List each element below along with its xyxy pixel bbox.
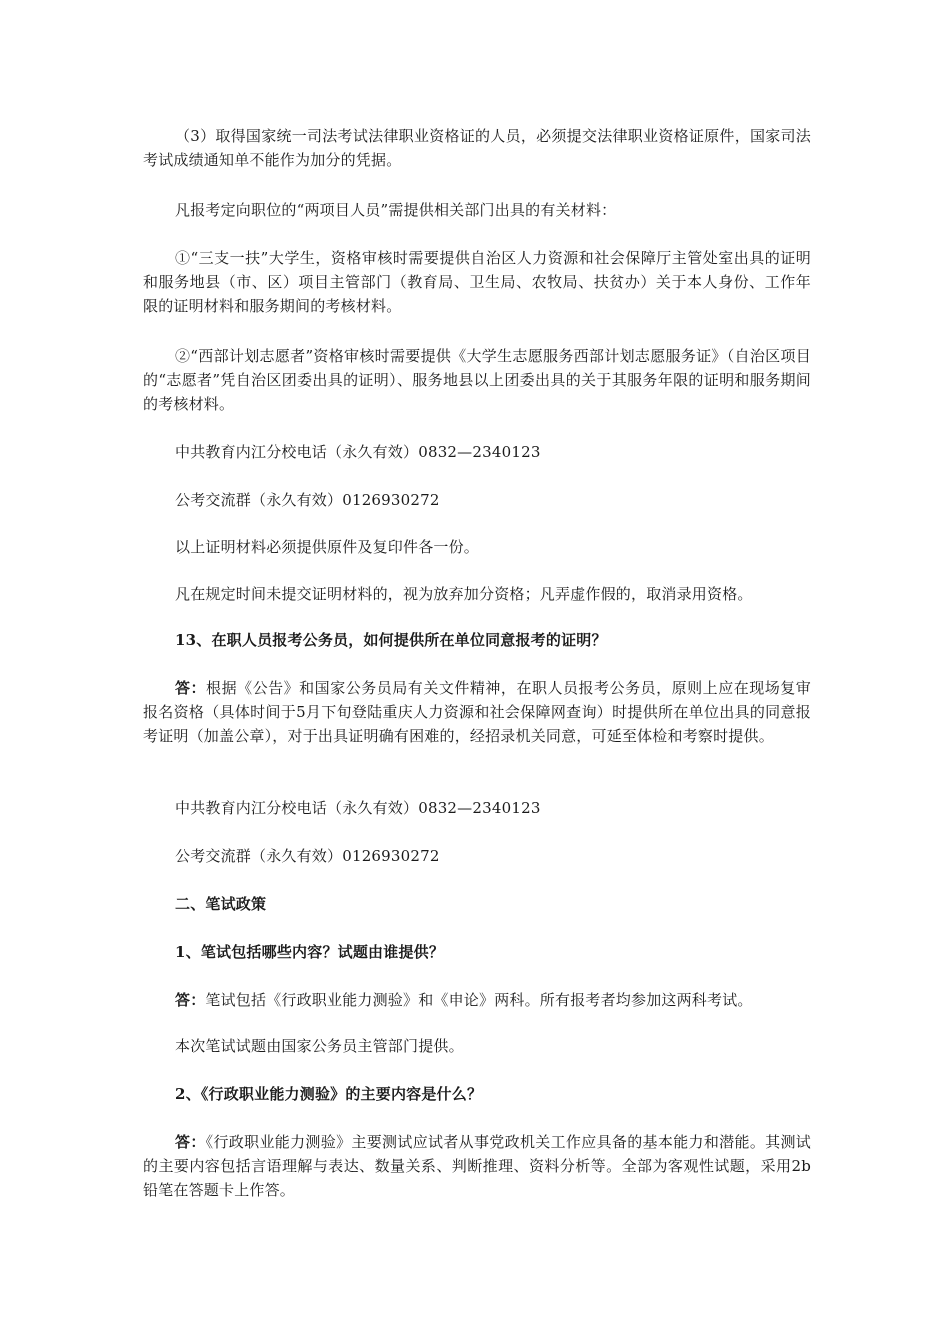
paragraph-legal-certificate: （3）取得国家统一司法考试法律职业资格证的人员，必须提交法律职业资格证原件，国家司法考试成绩通知单不能作为加分的凭据。	[143, 127, 811, 169]
contact-phone-1: 中共教育内江分校电话（永久有效）0832—2340123	[175, 443, 541, 461]
paragraph-sanzhi-yifu: ①“三支一扶”大学生，资格审核时需要提供自治区人力资源和社会保障厅主管处室出具的证明和服务地县（市、区）项目主管部门（教育局、卫生局、农牧局、扶贫办）关于本人身份、工作年限的证明材料和服务期间的考核材料。	[143, 249, 811, 315]
paragraph-western-volunteer: ②“西部计划志愿者”资格审核时需要提供《大学生志愿服务西部计划志愿服务证》（自治区项目的“志愿者”凭自治区团委出具的证明）、服务地县以上团委出具的关于其服务年限的证明和服务期间的考核材料。	[143, 347, 811, 413]
paragraph-forfeit-bonus: 凡在规定时间未提交证明材料的，视为放弃加分资格；凡弄虚作假的，取消录用资格。	[175, 585, 753, 603]
answer-label: 答：	[175, 1133, 206, 1151]
contact-phone-2: 中共教育内江分校电话（永久有效）0832—2340123	[175, 799, 541, 817]
paragraph-exam-provider: 本次笔试试题由国家公务员主管部门提供。	[175, 1037, 464, 1055]
question-1-heading: 1、笔试包括哪些内容？试题由谁提供？	[175, 943, 445, 961]
answer-2-text: 《行政职业能力测验》主要测试应试者从事党政机关工作应具备的基本能力和潜能。其测试的主要内容包括言语理解与表达、数量关系、判断推理、资料分析等。全部为客观性试题，采用2b铅笔在答题卡上作答。	[143, 1133, 811, 1199]
contact-group-2: 公考交流群（永久有效）0126930272	[175, 847, 440, 865]
question-13-heading: 13、在职人员报考公务员，如何提供所在单位同意报考的证明？	[175, 631, 607, 649]
answer-13-text: 根据《公告》和国家公务员局有关文件精神，在职人员报考公务员，原则上应在现场复审报名资格（具体时间于5月下旬登陆重庆人力资源和社会保障网查询）时提供所在单位出具的同意报考证明（加盖公章），对于出具证明确有困难的，经招录机关同意，可延至体检和考察时提供。	[143, 679, 811, 745]
answer-label: 答：	[175, 991, 206, 1009]
answer-2	[143, 1130, 811, 1202]
answer-1	[143, 988, 811, 1012]
paragraph-originals-copies: 以上证明材料必须提供原件及复印件各一份。	[175, 538, 480, 556]
question-2-heading: 2、《行政职业能力测验》的主要内容是什么？	[175, 1085, 483, 1103]
paragraph-two-project-intro: 凡报考定向职位的“两项目人员”需提供相关部门出具的有关材料：	[175, 201, 617, 219]
answer-label: 答：	[175, 679, 207, 697]
section-written-exam-heading: 二、笔试政策	[175, 895, 267, 913]
contact-group-1: 公考交流群（永久有效）0126930272	[175, 491, 440, 509]
answer-1-text: 笔试包括《行政职业能力测验》和《申论》两科。所有报考者均参加这两科考试。	[205, 991, 753, 1009]
answer-13	[143, 676, 811, 748]
